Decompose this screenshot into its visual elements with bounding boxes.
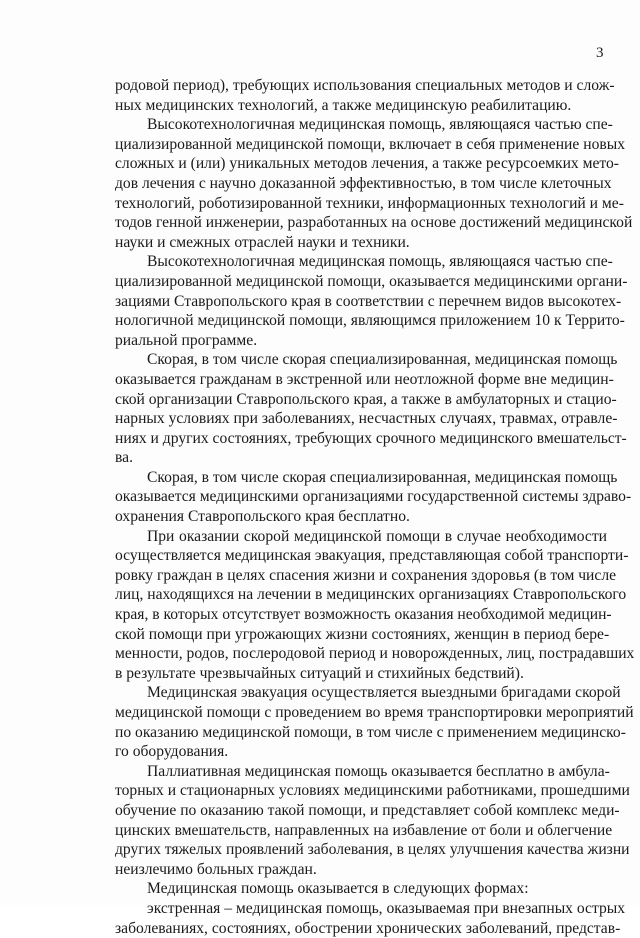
text-line: При оказании скорой медицинской помощи в случае необходимости — [147, 527, 607, 545]
text-line: заболеваниях, состояниях, обострении хронических заболеваний, представ- — [115, 919, 621, 937]
text-line: науки и смежных отраслей науки и техники. — [115, 233, 410, 251]
text-line: тодов генной инженерии, разработанных на основе достижений медицинской — [115, 214, 633, 232]
text-line: ской помощи при угрожающих жизни состояниях, женщин в период бере- — [115, 625, 610, 643]
text-line: оказывается медицинскими организациями государственной системы здраво- — [115, 488, 632, 506]
text-line: охранения Ставропольского края бесплатно. — [115, 508, 410, 526]
paragraph — [115, 527, 635, 684]
text-line: осуществляется медицинская эвакуация, представляющая собой транспорти- — [115, 547, 629, 565]
paragraph — [115, 468, 632, 527]
text-line: других тяжелых проявлений заболевания, в целях улучшения качества жизни — [115, 841, 630, 859]
text-line: риальной программе. — [115, 331, 258, 349]
paragraph — [115, 879, 607, 899]
text-line: края, в которых отсутствует возможность оказания необходимой медицин- — [115, 606, 612, 624]
paragraph — [115, 252, 628, 350]
text-line: Высокотехнологичная медицинская помощь, являющаяся частью спе- — [147, 253, 613, 271]
document-body — [115, 76, 635, 938]
text-line: нологичной медицинской помощи, являющимся приложением 10 к Террито- — [115, 312, 625, 330]
text-line: родовой период), требующих использования специальных методов и слож- — [115, 77, 615, 94]
paragraph — [115, 762, 630, 880]
paragraph — [115, 76, 615, 115]
text-line: сложных и (или) уникальных методов лечения, а также ресурсоемких мето- — [115, 155, 620, 173]
text-line: неизлечимо больных граждан. — [115, 860, 317, 878]
text-line: ской организации Ставропольского края, а также в амбулаторных и стацио- — [115, 390, 617, 408]
text-line: ровку граждан в целях спасения жизни и сохранения здоровья (в том числе — [115, 566, 617, 584]
text-line: экстренная – медицинская помощь, оказываемая при внезапных острых — [147, 899, 626, 917]
page-number: 3 — [596, 45, 604, 61]
text-line: Скорая, в том числе скорая специализированная, медицинская помощь — [147, 468, 618, 486]
paragraph — [115, 683, 634, 761]
text-line: нарных условиях при заболеваниях, несчастных случаях, травмах, отравле- — [115, 410, 618, 428]
text-line: цинских вмешательств, направленных на избавление от боли и облегчение — [115, 821, 613, 839]
text-line: го оборудования. — [115, 743, 229, 761]
text-line: дов лечения с научно доказанной эффективностью, в том числе клеточных — [115, 174, 612, 192]
text-line: ва. — [115, 449, 133, 467]
text-line: Медицинская эвакуация осуществляется выездными бригадами скорой — [147, 684, 621, 702]
text-line: медицинской помощи с проведением во время транспортировки мероприятий — [115, 704, 634, 721]
text-line: обучение по оказанию такой помощи, и представляет собой комплекс меди- — [115, 801, 620, 819]
text-line: технологий, роботизированной техники, информационных технологий и ме- — [115, 194, 624, 212]
text-line: оказывается гражданам в экстренной или неотложной форме вне медицин- — [115, 370, 614, 388]
text-line: менности, родов, послеродовой период и новорожденных, лиц, пострадавших — [115, 645, 635, 663]
text-line: лиц, находящихся на лечении в медицинских организациях Ставропольского — [115, 586, 627, 604]
text-line: циализированной медицинской помощи, оказывается медицинскими органи- — [115, 272, 628, 290]
text-line: Медицинская помощь оказывается в следующих формах: — [147, 880, 529, 898]
text-line: Паллиативная медицинская помощь оказывается бесплатно в амбула- — [147, 762, 610, 780]
text-line: ных медицинских технологий, а также медицинскую реабилитацию. — [115, 96, 572, 114]
text-line: циализированной медицинской помощи, включает в себя применение новых — [115, 135, 626, 153]
text-line: зациями Ставропольского края в соответствии с перечнем видов высокотех- — [115, 292, 622, 310]
text-line: по оказанию медицинской помощи, в том числе с применением медицинско- — [115, 723, 626, 741]
text-line: Скорая, в том числе скорая специализированная, медицинская помощь — [147, 351, 618, 369]
paragraph — [115, 115, 633, 252]
text-line: торных и стационарных условиях медицинскими работниками, прошедшими — [115, 782, 630, 800]
text-line: в результате чрезвычайных ситуаций и стихийных бедствий). — [115, 664, 524, 682]
paragraph — [115, 350, 627, 468]
text-line: Высокотехнологичная медицинская помощь, являющаяся частью спе- — [147, 116, 613, 134]
text-line: ниях и других состояниях, требующих срочного медицинского вмешательст- — [115, 429, 627, 447]
